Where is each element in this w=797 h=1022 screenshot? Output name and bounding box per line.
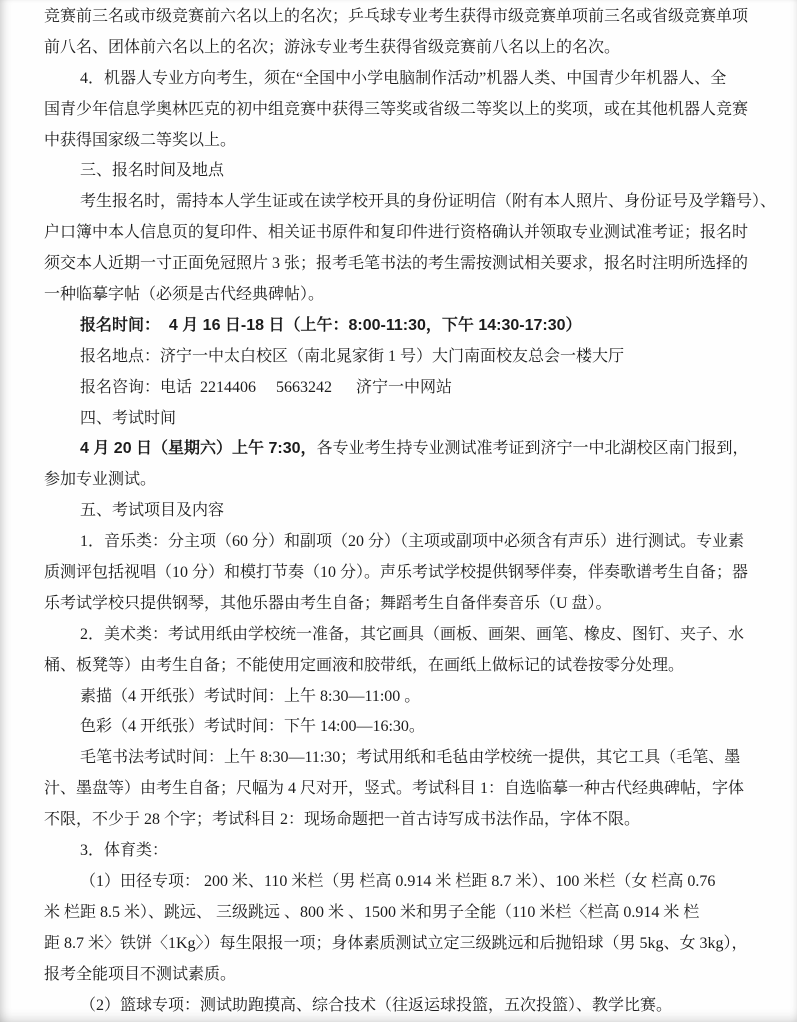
text-segment: 参加专业测试。 (44, 471, 157, 489)
text-segment: 4．机器人专业方向考生，须在“全国中小学电脑制作活动”机器人类、中国青少年机器人、全 (80, 69, 727, 87)
text-segment: 四、考试时间 (80, 409, 177, 427)
text-segment: 报考全能项目不测试素质。 (44, 965, 237, 983)
text-line-22 (44, 651, 754, 682)
text-segment: 一种临摹字帖（必须是古代经典碑帖）。 (44, 286, 325, 304)
text-segment: 户口簿中本人信息页的复印件、相关证书原件和复印件进行资格确认并领取专业测试准考证；报名时 (44, 224, 749, 242)
track-field-line (44, 867, 754, 898)
text-line-26 (44, 774, 754, 805)
section-heading-registration (44, 156, 754, 187)
text-segment: 乐考试学校只提供钢琴，其他乐器由考生自备；舞蹈考生自备伴奏音乐（U 盘）。 (44, 594, 612, 612)
text-line-10 (44, 280, 754, 311)
text-segment: 素描（4 开纸张）考试时间：上午 8:30—11:00 。 (80, 687, 421, 705)
text-segment: 米 栏距 8.5 米）、跳远、 三级跳远 、800 米 、1500 米和男子全能（110 米栏〈栏高 0.914 米 栏 (44, 903, 700, 921)
registration-contact-line (44, 373, 754, 404)
bold-text-segment: 报名时间： 4 月 16 日-18 日（上午：8:00-11:30，下午 14:30-17:30） (80, 316, 582, 334)
text-segment: 质测评包括视唱（10 分）和模打节奏（10 分）。声乐考试学校提供钢琴伴奏，伴奏歌谱考生自备；器 (44, 564, 749, 582)
text-line-5 (44, 126, 754, 157)
exam-time-line (44, 434, 754, 465)
color-time-line (44, 712, 754, 743)
text-line-19 (44, 558, 754, 589)
text-segment: （1）田径专项： 200 米、110 米栏（男 栏高 0.914 米 栏距 8.7 米）、100 米栏（女 栏高 0.76 (80, 872, 716, 890)
text-segment: 前八名、团体前六名以上的名次；游泳专业考生获得省级竞赛前八名以上的名次。 (44, 38, 621, 56)
text-line-2 (44, 33, 754, 64)
text-segment: 不限，不少于 28 个字；考试科目 2：现场命题把一首古诗写成书法作品，字体不限。 (44, 811, 641, 829)
text-segment: 五、考试项目及内容 (80, 502, 225, 520)
text-line-1 (44, 2, 754, 33)
text-line-32 (44, 960, 754, 991)
text-line-31 (44, 929, 754, 960)
sketch-time-line (44, 682, 754, 713)
text-line-16 (44, 465, 754, 496)
text-line-30 (44, 898, 754, 929)
text-segment: 距 8.7 米〉铁饼〈1Kg〉）每生限报一项；身体素质测试立定三级跳远和后抛铅球（男 5kg、女 3kg）， (44, 934, 748, 952)
bold-text-segment: 4 月 20 日（星期六）上午 7:30， (80, 440, 317, 458)
text-line-9 (44, 249, 754, 280)
text-line-3 (44, 64, 754, 95)
text-segment: 色彩（4 开纸张）考试时间：下午 14:00—16:30。 (80, 718, 425, 736)
text-segment: 中获得国家级二等奖以上。 (44, 131, 237, 149)
music-category-line (44, 527, 754, 558)
text-segment: 1．音乐类：分主项（60 分）和副项（20 分）（主项或副项中必须含有声乐）进行测试。专业素 (80, 533, 745, 551)
art-category-line (44, 620, 754, 651)
text-segment: 毛笔书法考试时间：上午 8:30—11:30；考试用纸和毛毡由学校统一提供，其它工具（毛笔、墨 (80, 749, 741, 767)
text-segment: 各专业考生持专业测试准考证到济宁一中北湖校区南门报到， (316, 440, 749, 458)
registration-time-line (44, 311, 754, 342)
text-segment: 桶、板凳等）由考生自备；不能使用定画液和胶带纸，在画纸上做标记的试卷按零分处理。 (44, 656, 685, 674)
basketball-line (44, 991, 754, 1022)
registration-place-line (44, 342, 754, 373)
text-line-8 (44, 218, 754, 249)
text-segment: 国青少年信息学奥林匹克的初中组竞赛中获得三等奖或省级二等奖以上的奖项，或在其他机器人竞赛 (44, 100, 749, 118)
text-segment: 3．体育类： (80, 842, 169, 860)
section-heading-exam-time (44, 404, 754, 435)
text-line-27 (44, 805, 754, 836)
calligraphy-time-line (44, 743, 754, 774)
text-line-7 (44, 187, 777, 218)
text-segment: 2．美术类：考试用纸由学校统一准备，其它画具（画板、画架、画笔、橡皮、图钉、夹子、水 (80, 625, 745, 643)
text-segment: 报名咨询：电话 2214406 5663242 济宁一中网站 (80, 378, 453, 396)
text-segment: 报名地点：济宁一中太白校区（南北晁家街 1 号）大门南面校友总会一楼大厅 (80, 347, 625, 365)
text-line-4 (44, 95, 754, 126)
text-segment: （2）篮球专项：测试助跑摸高、综合技术（往返运球投篮，五次投篮）、教学比赛。 (80, 996, 673, 1014)
text-segment: 三、报名时间及地点 (80, 162, 225, 180)
sports-category-line (44, 836, 754, 867)
text-segment: 竞赛前三名或市级竞赛前六名以上的名次；乒乓球专业考生获得市级竞赛单项前三名或省级竞赛单项 (44, 8, 749, 25)
section-heading-exam-content (44, 496, 754, 527)
text-line-20 (44, 589, 754, 620)
text-segment: 须交本人近期一寸正面免冠照片 3 张；报考毛笔书法的考生需按测试相关要求，报名时注明所选择的 (44, 255, 749, 273)
text-segment: 考生报名时，需持本人学生证或在读学校开具的身份证明信（附有本人照片、身份证号及学籍号）、 (80, 193, 777, 211)
text-segment: 汁、墨盘等）由考生自备；尺幅为 4 尺对开，竖式。考试科目 1：自选临摹一种古代经典碑帖，字体 (44, 780, 745, 798)
